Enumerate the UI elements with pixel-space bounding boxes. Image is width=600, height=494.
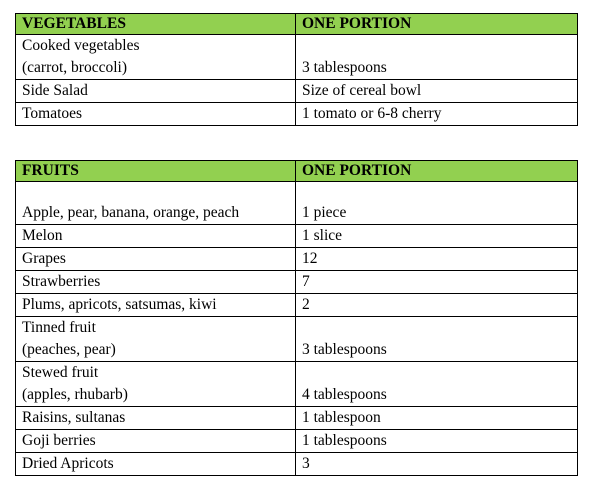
item-cell: Strawberries: [16, 271, 296, 294]
header-vegetables: VEGETABLES: [16, 14, 296, 35]
table-row: [16, 407, 578, 430]
table-row: [16, 317, 578, 362]
table-row: [16, 103, 578, 126]
item-cell: Dried Apricots: [16, 453, 296, 476]
item-name: Cooked vegetables: [22, 37, 140, 54]
table-row: [16, 294, 578, 317]
portion-cell: 2: [296, 294, 578, 317]
item-cell: Apple, pear, banana, orange, peach: [16, 182, 296, 225]
item-name: Tinned fruit: [22, 319, 96, 336]
header-row: [16, 14, 578, 35]
item-cell: [16, 35, 296, 80]
item-detail: (carrot, broccoli): [22, 59, 127, 76]
table-row: [16, 430, 578, 453]
portion-cell: 1 piece: [296, 182, 578, 225]
item-cell: Side Salad: [16, 80, 296, 103]
portion-cell: 1 tablespoon: [296, 407, 578, 430]
table-row: [16, 35, 578, 80]
portion-cell: 1 tomato or 6-8 cherry: [296, 103, 578, 126]
portion-cell: 1 slice: [296, 225, 578, 248]
item-cell: Raisins, sultanas: [16, 407, 296, 430]
portion-cell: 1 tablespoons: [296, 430, 578, 453]
table-row: [16, 80, 578, 103]
table-row: [16, 248, 578, 271]
header-fruits: FRUITS: [16, 161, 296, 182]
fruits-table: [15, 160, 578, 476]
portion-cell: Size of cereal bowl: [296, 80, 578, 103]
table-row: [16, 182, 578, 225]
portion-cell: 3: [296, 453, 578, 476]
item-cell: Goji berries: [16, 430, 296, 453]
item-detail: (peaches, pear): [22, 341, 116, 358]
item-cell: [16, 317, 296, 362]
item-cell: Tomatoes: [16, 103, 296, 126]
header-one-portion: ONE PORTION: [296, 161, 578, 182]
item-cell: Grapes: [16, 248, 296, 271]
table-row: [16, 271, 578, 294]
portion-cell: 3 tablespoons: [296, 35, 578, 80]
vegetables-table: [15, 13, 578, 126]
item-cell: [16, 362, 296, 407]
table-row: [16, 225, 578, 248]
table-row: [16, 453, 578, 476]
header-one-portion: ONE PORTION: [296, 14, 578, 35]
portion-cell: 3 tablespoons: [296, 317, 578, 362]
table-row: [16, 362, 578, 407]
portion-cell: 4 tablespoons: [296, 362, 578, 407]
portion-cell: 7: [296, 271, 578, 294]
header-row: [16, 161, 578, 182]
item-cell: Melon: [16, 225, 296, 248]
portion-cell: 12: [296, 248, 578, 271]
item-name: Stewed fruit: [22, 364, 99, 381]
item-cell: Plums, apricots, satsumas, kiwi: [16, 294, 296, 317]
item-detail: (apples, rhubarb): [22, 386, 128, 403]
